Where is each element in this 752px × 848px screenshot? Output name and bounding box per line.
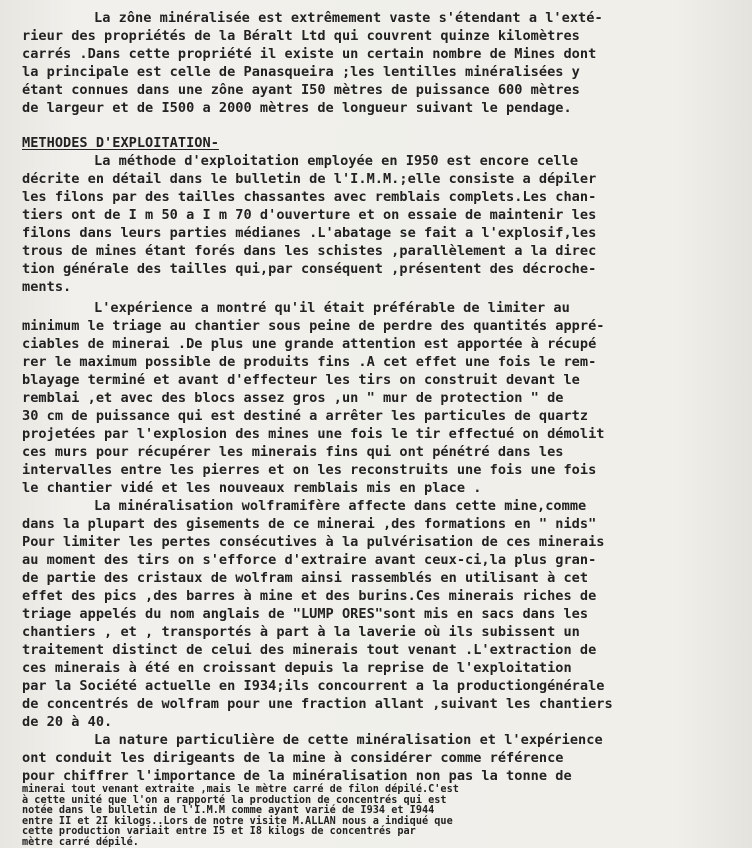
paragraph-2-line: ments.: [22, 279, 72, 295]
paragraph-2-line: La méthode d'exploitation employée en I950 est encore celle: [94, 153, 579, 169]
paragraph-5-line: ont conduit les dirigeants de la mine à considérer comme référence: [22, 750, 564, 766]
paragraph-4-line: de 20 à 40.: [22, 714, 113, 730]
paragraph-5-line: minerai tout venant extraite ,mais le mètre carré de filon dépilé.C'est: [22, 784, 459, 795]
paragraph-3-line: ces murs pour récupérer les minerais fins qui ont pénétré dans les: [22, 444, 564, 460]
paragraph-5-line: notée dans le bulletin de l'I.M.M comme ayant varié de I934 et I944: [22, 805, 435, 816]
paragraph-1-line: carrés .Dans cette propriété il existe un certain nombre de Mines dont: [22, 46, 597, 62]
paragraph-1-line: La zône minéralisée est extrêmement vaste s'étendant a l'exté-: [94, 10, 603, 26]
paragraph-4-line: de concentrés de wolfram pour une fraction allant ,suivant les chantiers: [22, 696, 613, 712]
paragraph-5-line: cette production variait entre I5 et I8 kilogs de concentrés par: [22, 826, 416, 837]
paragraph-4-line: triage appelés du nom anglais de "LUMP ORES"sont mis en sacs dans les: [22, 606, 589, 622]
paragraph-2-line: les filons par des tailles chassantes avec remblais complets.Les chan-: [22, 189, 597, 205]
paragraph-4-line: traitement distinct de celui des minerais tout venant .L'extraction de: [22, 642, 597, 658]
paragraph-4-line: ces minerais à été en croissant depuis la reprise de l'exploitation: [22, 660, 572, 676]
paragraph-1-line: rieur des propriétés de la Béralt Ltd qui couvrent quinze kilomètres: [22, 28, 580, 44]
paragraph-1-line: étant connues dans une zône ayant I50 mètres de puissance 600 mètres: [22, 82, 580, 98]
paragraph-1-line: la principale est celle de Panasqueira ;les lentilles minéralisées y: [22, 64, 580, 80]
paragraph-3-line: le chantier vidé et les nouveaux remblais mis en place .: [22, 480, 482, 496]
paragraph-3-line: ciables de minerai .De plus une grande attention est apportée à récupé: [22, 336, 597, 352]
paragraph-4-line: au moment des tirs on s'efforce d'extraire avant ceux-ci,la plus gran-: [22, 552, 597, 568]
paragraph-3-line: blayage terminé et avant d'effecteur les tirs on construit devant le: [22, 372, 580, 388]
paragraph-1-line: de largeur et de I500 a 2000 mètres de longueur suivant le pendage.: [22, 100, 572, 116]
paragraph-4-line: effet des pics ,des barres à mine et des burins.Ces minerais riches de: [22, 588, 597, 604]
paragraph-4-line: chantiers , et , transportés à part à la laverie où ils subissent un: [22, 624, 580, 640]
section-heading: METHODES D'EXPLOITATION-: [22, 135, 219, 151]
paragraph-3-line: projetées par l'explosion des mines une fois le tir effectué on démolit: [22, 426, 605, 442]
paragraph-4-line: La minéralisation wolframifère affecte dans cette mine,comme: [94, 498, 587, 514]
paragraph-3-line: rer le maximum possible de produits fins .A cet effet une fois le rem-: [22, 354, 597, 370]
paragraph-4-line: de partie des cristaux de wolfram ainsi rassemblés en utilisant à cet: [22, 570, 589, 586]
paragraph-3-line: L'expérience a montré qu'il était préférable de limiter au: [94, 300, 570, 316]
paragraph-2-line: filons dans leurs parties médianes .L'abatage se fait a l'explosif,les: [22, 225, 597, 241]
paragraph-3-line: remblai ,et avec des blocs assez gros ,un " mur de protection " de: [22, 390, 564, 406]
paragraph-5-line: à cette unité que l'on a rapporté la production de concentrés qui est: [22, 794, 447, 806]
paragraph-5-line: mètre carré dépilé.: [22, 836, 139, 848]
paragraph-3-line: intervalles entre les pierres et on les reconstruits une fois une fois: [22, 462, 597, 478]
paragraph-4-line: par la Société actuelle en I934;ils concourrent a la productiongénérale: [22, 678, 605, 694]
paragraph-4-line: dans la plupart des gisements de ce minerai ,des formations en " nids": [22, 516, 597, 532]
paragraph-3-line: minimum le triage au chantier sous peine de perdre des quantités appré-: [22, 318, 605, 334]
paragraph-5-line: pour chiffrer l'importance de la minéralisation non pas la tonne de: [22, 768, 572, 784]
paragraph-2-line: trous de mines étant forés dans les schistes ,parallèlement a la direc: [22, 243, 597, 259]
paragraph-2-line: tion générale des tailles qui,par conséquent ,présentent des décroche-: [22, 261, 597, 277]
paragraph-4-line: Pour limiter les pertes consécutives à la pulvérisation de ces minerais: [22, 534, 605, 550]
paragraph-2-line: décrite en détail dans le bulletin de l'I.M.M.;elle consiste a dépiler: [22, 171, 597, 187]
paragraph-5-line: entre II et 2I kilogs..Lors de notre visite M.ALLAN nous a indiqué que: [22, 815, 453, 827]
paragraph-2-line: tiers ont de I m 50 a I m 70 d'ouverture et on essaie de maintenir les: [22, 207, 597, 223]
paragraph-3-line: 30 cm de puissance qui est destiné a arrêter les particules de quartz: [22, 408, 589, 424]
paragraph-5-line: La nature particulière de cette minéralisation et l'expérience: [94, 732, 603, 748]
